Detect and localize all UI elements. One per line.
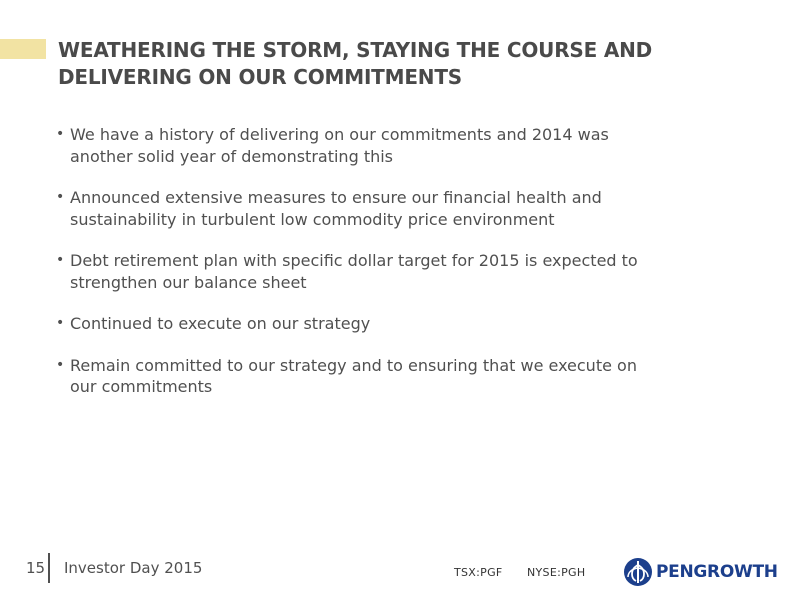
bullet-line: strengthen our balance sheet bbox=[70, 272, 307, 292]
bullet-line: Remain committed to our strategy and to ensuring that we execute on bbox=[70, 355, 637, 375]
bullet-list bbox=[56, 124, 746, 418]
bullet-marker: • bbox=[56, 252, 65, 268]
bullet-text bbox=[70, 313, 746, 335]
footer-divider bbox=[48, 553, 50, 583]
bullet-line: another solid year of demonstrating this bbox=[70, 146, 394, 166]
bullet-marker: • bbox=[56, 315, 65, 331]
page-number: 15 bbox=[26, 559, 46, 577]
bullet-text bbox=[70, 355, 746, 398]
bullet-item-3 bbox=[56, 250, 746, 293]
slide-title-line-1: WEATHERING THE STORM, STAYING THE COURSE AND bbox=[58, 38, 653, 62]
bullet-item-4 bbox=[56, 313, 746, 335]
ticker-tsx: TSX:PGF bbox=[454, 566, 503, 579]
bullet-marker: • bbox=[56, 356, 65, 373]
slide-title-line-2: DELIVERING ON OUR COMMITMENTS bbox=[58, 65, 462, 89]
bullet-marker: • bbox=[56, 126, 65, 142]
title-accent-bar bbox=[0, 39, 46, 59]
company-logo bbox=[623, 556, 778, 588]
logo-wordmark: PENGROWTH bbox=[656, 562, 778, 582]
bullet-line: our commitments bbox=[70, 377, 213, 396]
bullet-text bbox=[70, 187, 746, 230]
bullet-line: Announced extensive measures to ensure our financial health and bbox=[70, 188, 602, 207]
slide-title bbox=[58, 37, 778, 91]
ticker-nyse: NYSE:PGH bbox=[527, 566, 586, 579]
bullet-line: We have a history of delivering on our commitments and 2014 was bbox=[70, 125, 609, 144]
bullet-text bbox=[70, 124, 746, 167]
bullet-line: Continued to execute on our strategy bbox=[70, 314, 371, 333]
bullet-item-1 bbox=[56, 124, 746, 167]
bullet-marker: • bbox=[56, 189, 65, 205]
bullet-line: sustainability in turbulent low commodity price environment bbox=[70, 209, 555, 229]
bullet-text bbox=[70, 250, 746, 293]
bullet-line: Debt retirement plan with specific dollar target for 2015 is expected to bbox=[70, 251, 638, 270]
pengrowth-logo-icon bbox=[623, 557, 653, 587]
bullet-item-2 bbox=[56, 187, 746, 230]
footer-event-name: Investor Day 2015 bbox=[64, 559, 203, 577]
bullet-item-5 bbox=[56, 355, 746, 398]
